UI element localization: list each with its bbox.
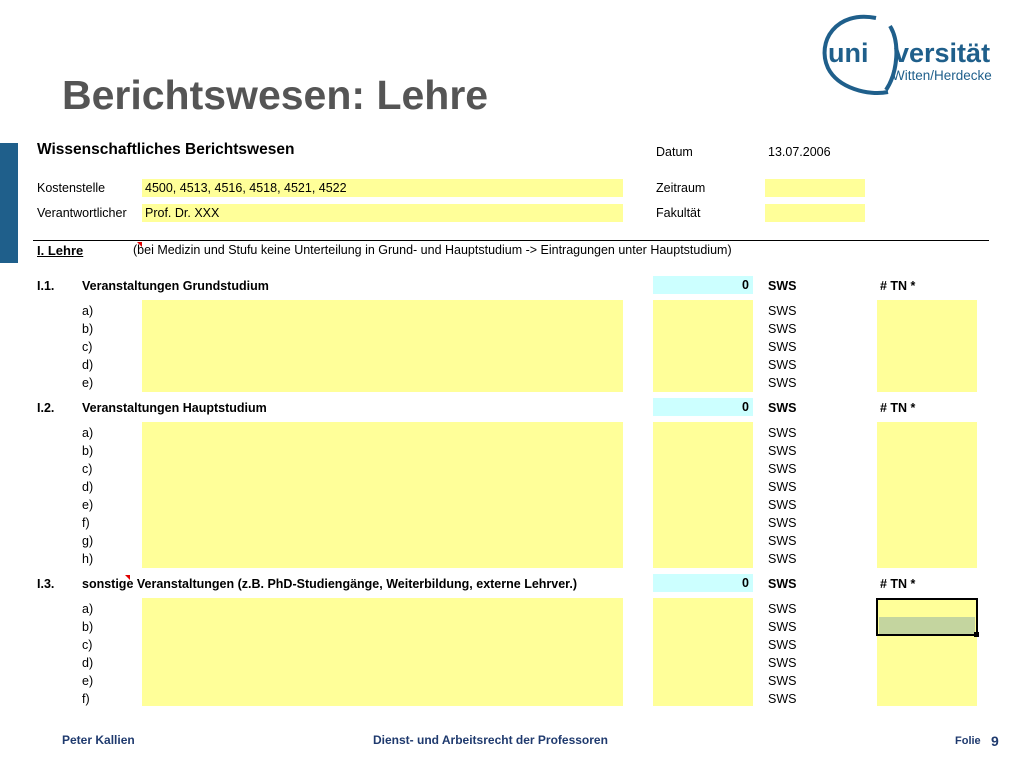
course-entry-area[interactable]	[142, 422, 623, 568]
sws-total[interactable]: 0	[653, 574, 753, 592]
section-heading: Veranstaltungen Hauptstudium	[82, 401, 267, 415]
university-logo	[816, 12, 1018, 96]
row-label: f)	[82, 692, 90, 706]
tn-entry-area[interactable]	[877, 300, 977, 392]
row-label: b)	[82, 620, 94, 634]
fakultaet-field[interactable]	[765, 204, 865, 222]
comment-indicator-icon[interactable]	[125, 575, 130, 580]
row-label: c)	[82, 462, 93, 476]
kostenstelle-label: Kostenstelle	[37, 181, 106, 195]
section-number: I.2.	[37, 401, 55, 415]
section-title: I. Lehre	[37, 243, 84, 258]
row-unit: SWS	[768, 462, 797, 476]
verantwortlicher-field[interactable]: Prof. Dr. XXX	[142, 204, 623, 222]
logo-text-uni: uni	[828, 38, 869, 68]
row-label: h)	[82, 552, 94, 566]
tn-header: # TN *	[880, 577, 916, 591]
kostenstelle-field[interactable]: 4500, 4513, 4516, 4518, 4521, 4522	[142, 179, 623, 197]
tn-header: # TN *	[880, 401, 916, 415]
row-label: d)	[82, 656, 94, 670]
row-unit: SWS	[768, 638, 797, 652]
row-label: b)	[82, 322, 94, 336]
logo-text-versitaet: versität	[894, 38, 991, 68]
row-unit: SWS	[768, 358, 797, 372]
section-divider	[33, 240, 989, 241]
row-label: a)	[82, 426, 94, 440]
tn-entry-area[interactable]	[877, 422, 977, 568]
row-unit: SWS	[768, 602, 797, 616]
comment-indicator-icon[interactable]	[137, 242, 142, 247]
footer-slide-number: 9	[991, 733, 999, 749]
sws-total[interactable]: 0	[653, 398, 753, 416]
logo-mark-icon	[816, 12, 1018, 96]
row-unit: SWS	[768, 480, 797, 494]
datum-value[interactable]: 13.07.2006	[768, 145, 831, 159]
sws-header: SWS	[768, 401, 797, 415]
row-label: c)	[82, 638, 93, 652]
row-label: e)	[82, 674, 94, 688]
row-unit: SWS	[768, 674, 797, 688]
course-entry-area[interactable]	[142, 300, 623, 392]
section-note: (bei Medizin und Stufu keine Unterteilung in Grund- und Hauptstudium -> Eintragungen unter Hauptstudium)	[133, 243, 732, 257]
row-label: b)	[82, 444, 94, 458]
row-unit: SWS	[768, 516, 797, 530]
row-unit: SWS	[768, 692, 797, 706]
verantwortlicher-label: Verantwortlicher	[37, 206, 127, 220]
slide-title: Berichtswesen: Lehre	[62, 72, 489, 118]
sws-header: SWS	[768, 577, 797, 591]
row-unit: SWS	[768, 498, 797, 512]
row-label: e)	[82, 498, 94, 512]
row-label: f)	[82, 516, 90, 530]
tn-header: # TN *	[880, 279, 916, 293]
row-unit: SWS	[768, 304, 797, 318]
course-entry-area[interactable]	[142, 598, 623, 706]
sws-entry-area[interactable]	[653, 598, 753, 706]
row-unit: SWS	[768, 376, 797, 390]
row-unit: SWS	[768, 322, 797, 336]
row-label: a)	[82, 602, 94, 616]
row-unit: SWS	[768, 534, 797, 548]
section-number: I.1.	[37, 279, 55, 293]
sws-entry-area[interactable]	[653, 422, 753, 568]
row-label: a)	[82, 304, 94, 318]
accent-bar	[0, 143, 18, 263]
row-unit: SWS	[768, 444, 797, 458]
row-label: c)	[82, 340, 93, 354]
footer-author: Peter Kallien	[62, 733, 135, 747]
row-unit: SWS	[768, 340, 797, 354]
datum-label: Datum	[656, 145, 693, 159]
zeitraum-label: Zeitraum	[656, 181, 706, 195]
row-label: g)	[82, 534, 94, 548]
sws-header: SWS	[768, 279, 797, 293]
zeitraum-field[interactable]	[765, 179, 865, 197]
row-unit: SWS	[768, 426, 797, 440]
row-unit: SWS	[768, 656, 797, 670]
footer-folie-label: Folie	[955, 735, 981, 747]
row-unit: SWS	[768, 620, 797, 634]
sheet-heading: Wissenschaftliches Berichtswesen	[37, 141, 295, 158]
section-heading: Veranstaltungen Grundstudium	[82, 279, 269, 293]
sws-entry-area[interactable]	[653, 300, 753, 392]
row-unit: SWS	[768, 552, 797, 566]
logo-text-city: Witten/Herdecke	[892, 68, 992, 83]
sws-total[interactable]: 0	[653, 276, 753, 294]
section-heading: sonstige Veranstaltungen (z.B. PhD-Studiengänge, Weiterbildung, externe Lehrver.)	[82, 577, 577, 591]
footer-topic: Dienst- und Arbeitsrecht der Professoren	[373, 733, 608, 747]
cell-selection-outline[interactable]	[876, 598, 978, 636]
row-label: d)	[82, 480, 94, 494]
fill-handle-icon[interactable]	[974, 632, 979, 637]
fakultaet-label: Fakultät	[656, 206, 701, 220]
section-number: I.3.	[37, 577, 55, 591]
row-label: e)	[82, 376, 94, 390]
row-label: d)	[82, 358, 94, 372]
